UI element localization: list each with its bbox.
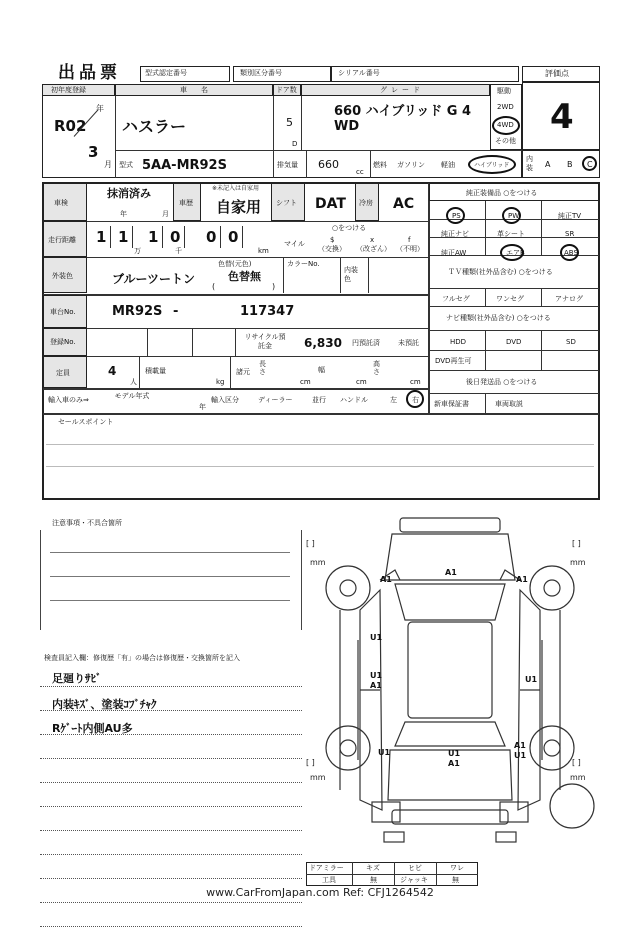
left-side-shape xyxy=(360,590,382,810)
divider xyxy=(485,201,486,255)
divider xyxy=(115,96,116,178)
grade-label: グレード xyxy=(380,86,424,94)
color-header xyxy=(43,257,87,293)
car-name-header xyxy=(115,84,273,96)
wheel-rear-left xyxy=(326,726,370,770)
interior-a: A xyxy=(545,160,551,169)
divider xyxy=(43,294,428,296)
fuel-light: 軽油 xyxy=(441,161,455,169)
divider xyxy=(301,96,302,150)
tv-types-title: ＴＶ種類(社外品含む) ○をつける xyxy=(448,268,553,276)
equip-ps-circle xyxy=(446,207,465,224)
mark-u1-rear: U1 xyxy=(448,749,461,758)
divider xyxy=(541,288,542,306)
inspector-line xyxy=(40,710,302,711)
legend-tool-val: 無 xyxy=(370,876,377,884)
capacity-label: 定員 xyxy=(56,369,70,377)
divider xyxy=(43,356,428,357)
handle-label: ハンドル xyxy=(340,396,368,404)
divider xyxy=(147,328,148,356)
equip-airbag: エアB xyxy=(506,249,525,257)
shaken-month-unit: 月 xyxy=(162,210,169,218)
divider xyxy=(273,96,274,150)
mileage-digit-divider xyxy=(132,226,133,248)
legend-break: ワレ xyxy=(450,864,464,872)
divider xyxy=(139,356,140,388)
interior-c: C xyxy=(587,160,593,169)
import-cat-label: 輸入区分 xyxy=(211,396,239,404)
mileage-unknown: （不明） xyxy=(396,245,424,253)
displacement-label: 排気量 xyxy=(277,161,298,169)
first-reg-year: R02 xyxy=(54,117,87,135)
aircon-label: 冷房 xyxy=(359,199,373,207)
mark-u1-left: U1 xyxy=(370,633,383,642)
divider xyxy=(429,370,599,371)
history-header xyxy=(173,183,201,221)
tv-analog: アナログ xyxy=(555,295,583,303)
mark-u1-right-rear: U1 xyxy=(514,751,527,760)
aftermarket-title: 後日発送品 ○をつける xyxy=(466,378,538,386)
mileage-digit-divider xyxy=(162,226,163,248)
aircon-value: AC xyxy=(393,196,415,212)
category-box xyxy=(233,66,331,82)
after-warranty: 新車保証書 xyxy=(434,400,469,408)
after-manual: 車両取説 xyxy=(495,400,523,408)
dims-width: 幅 xyxy=(318,366,325,374)
divider xyxy=(352,862,353,886)
mileage-digit: 1 xyxy=(118,228,129,246)
model-cert-box xyxy=(140,66,230,82)
factory-title: 純正装備品 ○をつける xyxy=(466,189,538,197)
front-bumper-shape xyxy=(400,518,500,532)
mileage-circle-note: ○をつける xyxy=(332,224,367,232)
dims-height: 高さ xyxy=(373,360,380,376)
mark-u1-rear-left: U1 xyxy=(378,748,391,757)
history-value: 自家用 xyxy=(216,198,262,216)
shift-value: DAT xyxy=(315,196,346,212)
hub-front-left xyxy=(340,580,356,596)
divider xyxy=(192,328,193,356)
divider xyxy=(306,874,478,875)
fuel-hybrid: ハイブリッド xyxy=(474,162,510,169)
divider xyxy=(541,201,542,255)
divider xyxy=(485,330,486,370)
mark-u1-right: U1 xyxy=(525,675,538,684)
interior-c-circle xyxy=(582,156,597,171)
sales-points-label: セールスポイント xyxy=(58,418,114,426)
divider xyxy=(283,257,284,293)
cc-unit: cc xyxy=(356,168,364,176)
equip-pw-circle xyxy=(502,207,521,224)
mm-bracket-br: [ ] xyxy=(572,758,581,767)
mm-bl: mm xyxy=(310,773,326,782)
rear-glass-shape xyxy=(395,722,505,746)
right-side-shape xyxy=(518,590,540,810)
legend-jack: ジャッキ xyxy=(400,876,428,884)
divider xyxy=(273,150,274,178)
inspector-note-1: 足廻りｻﾋﾞ xyxy=(52,672,102,685)
inspector-line xyxy=(40,902,302,903)
score-header xyxy=(522,66,600,82)
repaint-label: 色替(元色) xyxy=(218,260,252,268)
mileage-digit-divider xyxy=(242,226,243,248)
inspector-note-2: 内装ｷｽﾞ、塗装ｺﾌﾞﾁｬｸ xyxy=(52,698,157,711)
mileage-unknown-mark: f xyxy=(408,236,411,244)
divider xyxy=(370,150,371,178)
mm-bracket-tr: [ ] xyxy=(572,539,581,548)
mark-a1-rear: A1 xyxy=(448,759,460,768)
chassis-prefix: MR92S xyxy=(112,304,163,319)
month-unit: 月 xyxy=(104,160,112,169)
history-label: 車歴 xyxy=(179,199,193,207)
navi-dvd: DVD xyxy=(506,338,522,346)
divider xyxy=(429,288,599,289)
fuel-hybrid-circle xyxy=(468,155,516,174)
history-note: ※未記入は自家用 xyxy=(212,185,260,192)
inspector-line xyxy=(40,854,302,855)
divider xyxy=(429,350,599,351)
mark-a1-hood: A1 xyxy=(445,568,457,577)
dims-length-cm: cm xyxy=(300,378,311,386)
import-dealer: ディーラー xyxy=(258,396,293,404)
aircon-header xyxy=(355,183,379,221)
fuel-gas: ガソリン xyxy=(397,161,425,169)
equip-abs-circle xyxy=(560,244,579,261)
divider xyxy=(306,150,307,178)
mm-br: mm xyxy=(570,773,586,782)
divider xyxy=(436,862,437,886)
repaint-value: 色替無 xyxy=(228,270,261,283)
car-name-label: 車名 xyxy=(180,86,222,94)
muffler-left xyxy=(384,832,404,842)
mileage-header xyxy=(43,221,87,257)
mileage-digit-divider xyxy=(110,226,111,248)
year-unit: 年 xyxy=(96,104,104,113)
color-no-label: カラーNo. xyxy=(287,260,320,268)
first-reg-month: 3 xyxy=(88,143,99,161)
inspector-line xyxy=(40,758,302,759)
inspector-label: 検査員記入欄：修復歴「有」の場合は修復歴・交換箇所を記入 xyxy=(44,654,240,662)
dims-label: 諸元 xyxy=(236,368,250,376)
divider xyxy=(485,288,486,306)
mm-tr: mm xyxy=(570,558,586,567)
mark-a1-right-rear: A1 xyxy=(514,741,526,750)
car-name: ハスラー xyxy=(122,117,187,136)
footer-text: www.CarFromJapan.com Ref: CFJ1264542 xyxy=(206,886,434,899)
equip-sr: SR xyxy=(565,230,575,238)
chassis-number: 117347 xyxy=(240,304,295,319)
mileage-digit: 1 xyxy=(96,228,107,246)
mileage-digit: 0 xyxy=(228,228,239,246)
mileage-label: 走行距離 xyxy=(48,236,76,244)
divider xyxy=(428,183,430,413)
shaken-value: 抹消済み xyxy=(107,187,151,200)
score-box xyxy=(522,82,600,150)
inspector-note-3: Rｹﾞｰﾄ内側AU多 xyxy=(52,722,133,735)
recycle-label: リサイクル預託金 xyxy=(244,333,286,350)
equip-leather: 革シート xyxy=(497,230,525,238)
wheel-front-right xyxy=(530,566,574,610)
car-diagram xyxy=(300,510,600,880)
model-value: 5AA-MR92S xyxy=(142,158,227,173)
navi-types-title: ナビ種類(社外品含む) ○をつける xyxy=(446,314,551,322)
navi-dvd-play: DVD再生可 xyxy=(435,357,472,365)
mm-bracket-bl: [ ] xyxy=(306,758,315,767)
mark-u1-left-door: U1 xyxy=(370,671,383,680)
spare-tire xyxy=(550,784,594,828)
handle-right-circle xyxy=(406,390,424,408)
chassis-label: 車台No. xyxy=(50,308,76,316)
mileage-digit: 0 xyxy=(170,228,181,246)
equip-aw: 純正AW xyxy=(441,249,467,257)
recycle-unpaid: 未預託 xyxy=(398,339,419,347)
tv-fullseg: フルセグ xyxy=(442,295,470,303)
legend-door-mirror: ドアミラー xyxy=(309,864,344,872)
divider xyxy=(43,413,599,415)
equip-pw: PW xyxy=(508,212,520,220)
divider xyxy=(429,306,599,307)
inspector-line xyxy=(40,830,302,831)
divider xyxy=(429,393,599,394)
model-year-unit: 年 xyxy=(199,403,206,411)
model-year-label: モデル年式 xyxy=(114,392,150,400)
caution-line xyxy=(50,600,290,601)
mileage-digit-divider xyxy=(220,226,221,248)
chassis-header xyxy=(43,295,87,328)
mark-a1-left-door: A1 xyxy=(370,681,382,690)
chassis-dash: - xyxy=(173,304,179,319)
mileage-km: km xyxy=(258,247,269,255)
shift-label: シフト xyxy=(276,199,297,207)
divider xyxy=(235,328,236,356)
legend-tool: 工具 xyxy=(322,876,336,884)
inspector-line xyxy=(40,686,302,687)
first-reg-label: 初年度登録 xyxy=(51,86,86,94)
doors-label: ドア数 xyxy=(276,86,297,94)
divider xyxy=(368,257,369,293)
equip-ps: PS xyxy=(452,212,461,220)
legend-none: 無 xyxy=(452,876,459,884)
windshield-shape xyxy=(395,584,505,620)
divider xyxy=(429,330,599,331)
sales-line xyxy=(46,466,594,467)
rear-left-lamp xyxy=(372,802,400,822)
equip-airbag-circle xyxy=(500,244,524,261)
hub-rear-left xyxy=(340,740,356,756)
divider xyxy=(43,388,428,390)
rear-right-lamp xyxy=(500,802,528,822)
grade-value: 660 ハイブリッド G 4 WD xyxy=(334,104,471,134)
interior-color-label: 内装色 xyxy=(344,266,358,283)
doors-value: 5 xyxy=(286,116,293,129)
hub-front-right xyxy=(544,580,560,596)
displacement-value: 660 xyxy=(318,158,339,171)
shift-header xyxy=(271,183,305,221)
model-cert-label: 型式認定番号 xyxy=(145,69,187,77)
divider xyxy=(340,257,341,293)
fuel-label: 燃料 xyxy=(373,161,387,169)
divider xyxy=(541,330,542,370)
divider xyxy=(230,356,231,388)
wheel-rear-right xyxy=(530,726,574,770)
mileage-tamper: （改ざん） xyxy=(356,245,391,253)
doors-type: D xyxy=(292,140,298,148)
form-title: 出品票 xyxy=(58,63,121,83)
mm-tl: mm xyxy=(310,558,326,567)
reg-no-label: 登録No. xyxy=(50,338,76,346)
dims-width-cm: cm xyxy=(356,378,367,386)
legend-crack: ヒビ xyxy=(408,864,422,872)
load-label: 積載量 xyxy=(145,367,166,375)
equip-navi: 純正ナビ xyxy=(441,230,469,238)
shaken-year-unit: 年 xyxy=(120,210,127,218)
shaken-label: 車検 xyxy=(54,199,68,207)
caution-box xyxy=(40,530,302,630)
load-kg: kg xyxy=(216,378,225,386)
serial-box xyxy=(331,66,519,82)
caution-line xyxy=(50,576,290,577)
drive-4wd: 4WD xyxy=(497,121,514,129)
drive-4wd-circle xyxy=(492,116,520,135)
mileage-exch: （交換） xyxy=(318,245,346,253)
caution-line xyxy=(50,552,290,553)
inspector-line xyxy=(40,782,302,783)
divider xyxy=(485,393,486,413)
recycle-paid: 円預託済 xyxy=(352,339,380,347)
handle-right: 右 xyxy=(412,396,419,404)
drive-other: その他 xyxy=(495,137,516,145)
mileage-digit: 1 xyxy=(148,228,159,246)
hub-rear-right xyxy=(544,740,560,756)
import-parallel: 並行 xyxy=(312,396,326,404)
reg-no-header xyxy=(43,328,87,356)
color-label: 外装色 xyxy=(52,272,73,280)
capacity-persons: 人 xyxy=(130,378,137,386)
handle-left: 左 xyxy=(390,396,397,404)
drive-label: 駆動 xyxy=(497,87,511,95)
mark-a1-front-left: A1 xyxy=(380,575,392,584)
divider xyxy=(394,862,395,886)
muffler-right xyxy=(496,832,516,842)
score-value: 4 xyxy=(550,97,574,137)
inspector-line xyxy=(40,878,302,879)
rear-bumper-shape xyxy=(392,810,508,824)
drive-2wd: 2WD xyxy=(497,103,514,111)
score-label: 評価点 xyxy=(545,69,569,78)
import-label: 輸入車のみ⇒ xyxy=(48,396,89,404)
navi-sd: SD xyxy=(566,338,576,346)
shaken-header xyxy=(43,183,87,221)
mileage-man: 万 xyxy=(134,247,141,255)
equip-abs: ABS xyxy=(564,249,578,257)
legend-scratch: キズ xyxy=(366,864,380,872)
capacity-value: 4 xyxy=(108,364,117,378)
dims-length: 長さ xyxy=(259,360,266,376)
model-label: 型式 xyxy=(119,161,133,169)
interior-b: B xyxy=(567,160,573,169)
color-value: ブルーツートン xyxy=(112,272,196,286)
recycle-value: 6,830 xyxy=(304,336,342,350)
category-label: 類別区分番号 xyxy=(240,69,282,77)
inspector-line xyxy=(40,734,302,735)
tv-oneseg: ワンセグ xyxy=(496,295,524,303)
caution-label: 注意事項・不具合箇所 xyxy=(52,519,122,527)
mileage-digit: 0 xyxy=(206,228,217,246)
dims-height-cm: cm xyxy=(410,378,421,386)
sales-line xyxy=(46,444,594,445)
divider xyxy=(43,221,428,222)
mileage-mile: マイル xyxy=(284,240,305,248)
inspector-line xyxy=(40,806,302,807)
mileage-tamper-mark: x xyxy=(370,236,375,244)
doors-header xyxy=(273,84,301,96)
mark-a1-front-right: A1 xyxy=(516,575,528,584)
interior-label: 内装 xyxy=(526,155,533,172)
first-reg-header xyxy=(42,84,115,96)
wheel-front-left xyxy=(326,566,370,610)
equip-tv: 純正TV xyxy=(558,212,582,220)
capacity-header xyxy=(43,356,87,388)
mileage-exch-mark: $ xyxy=(330,236,335,244)
divider xyxy=(115,150,522,151)
factory-title-box xyxy=(429,183,599,201)
mm-bracket-tl: [ ] xyxy=(306,539,315,548)
mileage-digit-divider xyxy=(184,226,185,248)
navi-hdd: HDD xyxy=(450,338,467,346)
grade-header xyxy=(301,84,490,96)
roof-shape xyxy=(408,622,492,718)
divider xyxy=(43,257,428,258)
serial-label: シリアル番号 xyxy=(338,69,380,77)
mileage-sen: 千 xyxy=(175,247,182,255)
